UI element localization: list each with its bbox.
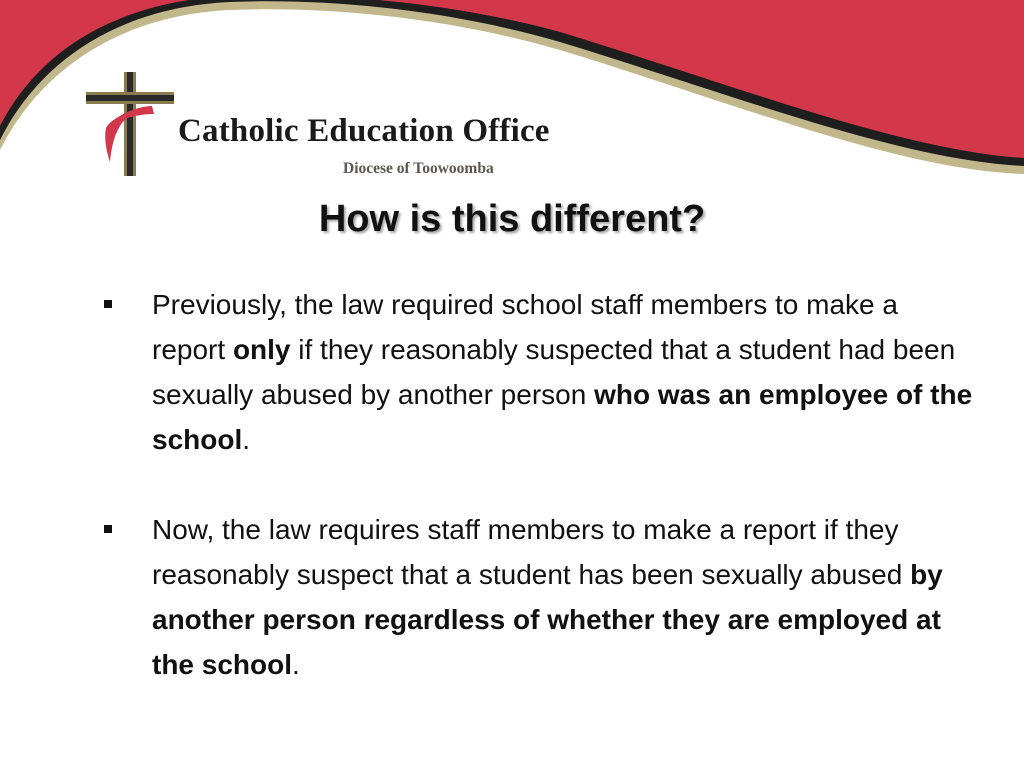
bullet-text [152,507,976,687]
organization-name: Catholic Education Office [178,113,550,149]
bullet-text-run: if they reasonably suspected that a student had been sexually abused by another person [152,334,956,410]
slide-title: How is this different? [318,198,706,240]
bullet-item-current-law [96,507,976,687]
bullet-text [152,282,976,462]
bullet-emphasis: only [232,334,291,365]
bullet-emphasis: who was an employee of the school [152,379,973,455]
cross-logo-icon [84,70,176,178]
square-bullet-icon [104,300,112,308]
bullet-item-previous-law [96,282,976,462]
bullet-text-run: . [292,649,300,680]
bullet-list [96,282,976,732]
bullet-text-run: Previously, the law required school staff members to make a report [152,289,898,365]
square-bullet-icon [104,525,112,533]
bullet-emphasis: by another person regardless of whether they are employed at the school [152,559,943,680]
bullet-text-run: . [242,424,251,455]
organization-subtitle: Diocese of Toowoomba [343,160,494,177]
bullet-text-run: Now, the law requires staff members to make a report if they reasonably suspect that a student has been sexually abused [152,514,911,590]
